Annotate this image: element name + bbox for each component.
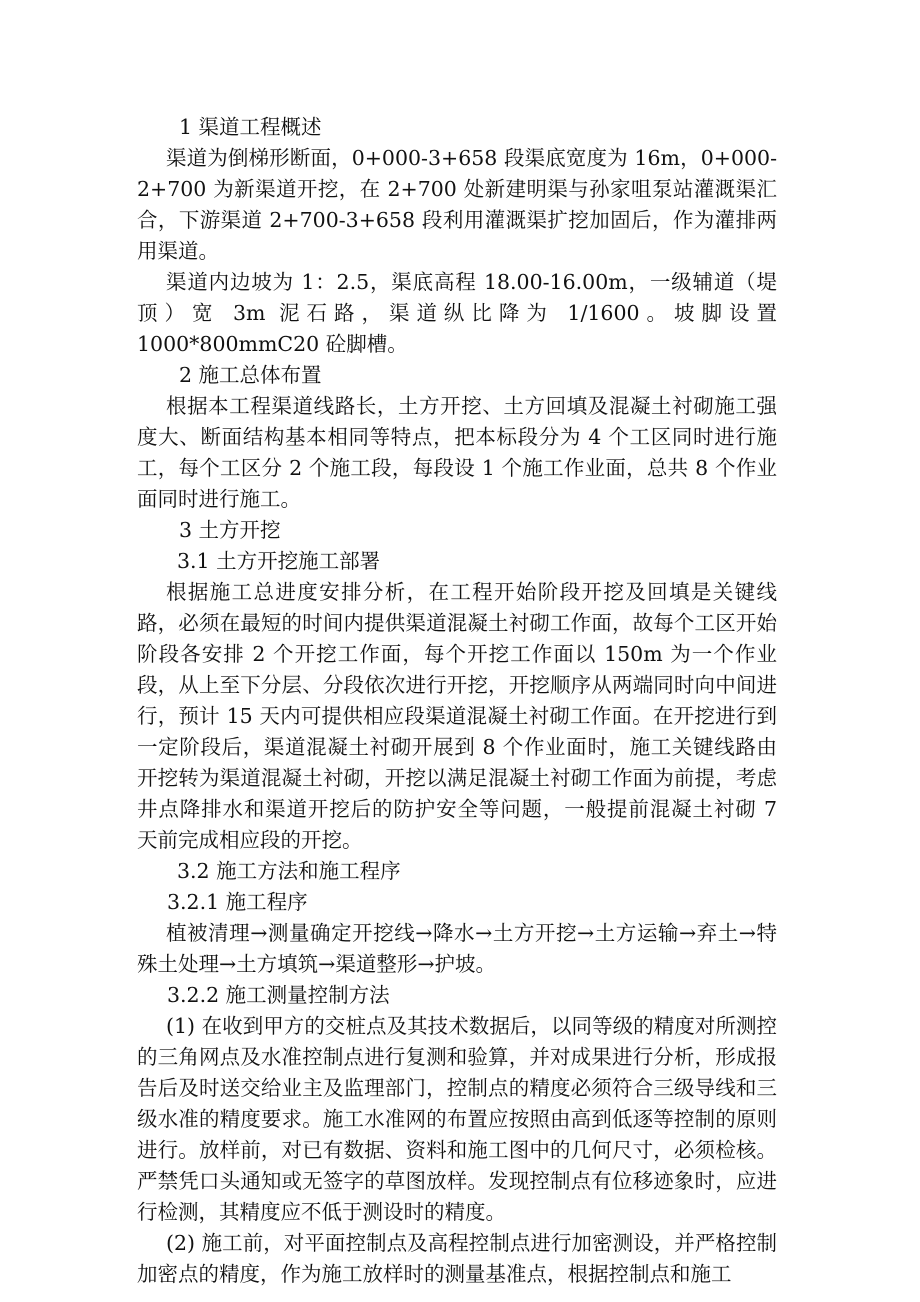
section-heading-3-2-2: 3.2.2 施工测量控制方法 (167, 983, 390, 1007)
section-heading-3: 3 土方开挖 (179, 518, 281, 542)
paragraph-channel-slope: 渠道内边坡为 1：2.5，渠底高程 18.00-16.00m，一级辅道（堤顶）宽 3m 泥石路，渠道纵比降为 1/1600。坡脚设置 1000*800mmC20 砼脚槽。 (137, 270, 777, 356)
section-heading-3-2: 3.2 施工方法和施工程序 (177, 859, 401, 883)
section-heading-1: 1 渠道工程概述 (179, 115, 322, 139)
paragraph-construction-procedure: 植被清理→测量确定开挖线→降水→土方开挖→土方运输→弃土→特殊土处理→土方填筑→渠道整形→护坡。 (137, 921, 777, 976)
paragraph-excavation-deployment: 根据施工总进度安排分析，在工程开始阶段开挖及回填是关键线路，必须在最短的时间内提供渠道混凝土衬砌工作面，故每个工区开始阶段各安排 2 个开挖工作面，每个开挖工作面以 150m 为一个作业段，从上至下分层、分段依次进行开挖，开挖顺序从两端同时向中间进行，预计 15 天内可提供相应段渠道混凝土衬砌工作面。在开挖进行到一定阶段后，渠道混凝土衬砌开展到 8 个作业面时，施工关键线路由开挖转为渠道混凝土衬砌，开挖以满足混凝土衬砌工作面为前提，考虑井点降排水和渠道开挖后的防护安全等问题，一般提前混凝土衬砌 7 天前完成相应段的开挖。 (137, 580, 777, 852)
paragraph-survey-control-1: (1) 在收到甲方的交桩点及其技术数据后，以同等级的精度对所测控的三角网点及水准控制点进行复测和验算，并对成果进行分析，形成报告后及时送交给业主及监理部门，控制点的精度必须符合三级导线和三级水准的精度要求。施工水准网的布置应按照由高到低逐等控制的原则进行。放样前，对已有数据、资料和施工图中的几何尺寸，必须检核。严禁凭口头通知或无签字的草图放样。发现控制点有位移迹象时，应进行检测，其精度应不低于测设时的精度。 (137, 1014, 777, 1224)
section-heading-3-2-1: 3.2.1 施工程序 (167, 890, 308, 914)
section-heading-3-1: 3.1 土方开挖施工部署 (177, 549, 381, 573)
section-heading-2: 2 施工总体布置 (179, 363, 322, 387)
paragraph-channel-section: 渠道为倒梯形断面，0+000-3+658 段渠底宽度为 16m，0+000-2+700 为新渠道开挖，在 2+700 处新建明渠与孙家咀泵站灌溉渠汇合，下游渠道 2+700-3+658 段利用灌溉渠扩挖加固后，作为灌排两用渠道。 (137, 146, 777, 263)
paragraph-general-layout: 根据本工程渠道线路长，土方开挖、土方回填及混凝土衬砌施工强度大、断面结构基本相同等特点，把本标段分为 4 个工区同时进行施工，每个工区分 2 个施工段，每段设 1 个施工作业面，总共 8 个作业面同时进行施工。 (137, 394, 777, 511)
paragraph-survey-control-2: (2) 施工前，对平面控制点及高程控制点进行加密测设，并严格控制加密点的精度，作为施工放样时的测量基准点，根据控制点和施工 (137, 1231, 777, 1286)
document-body (137, 112, 777, 1290)
